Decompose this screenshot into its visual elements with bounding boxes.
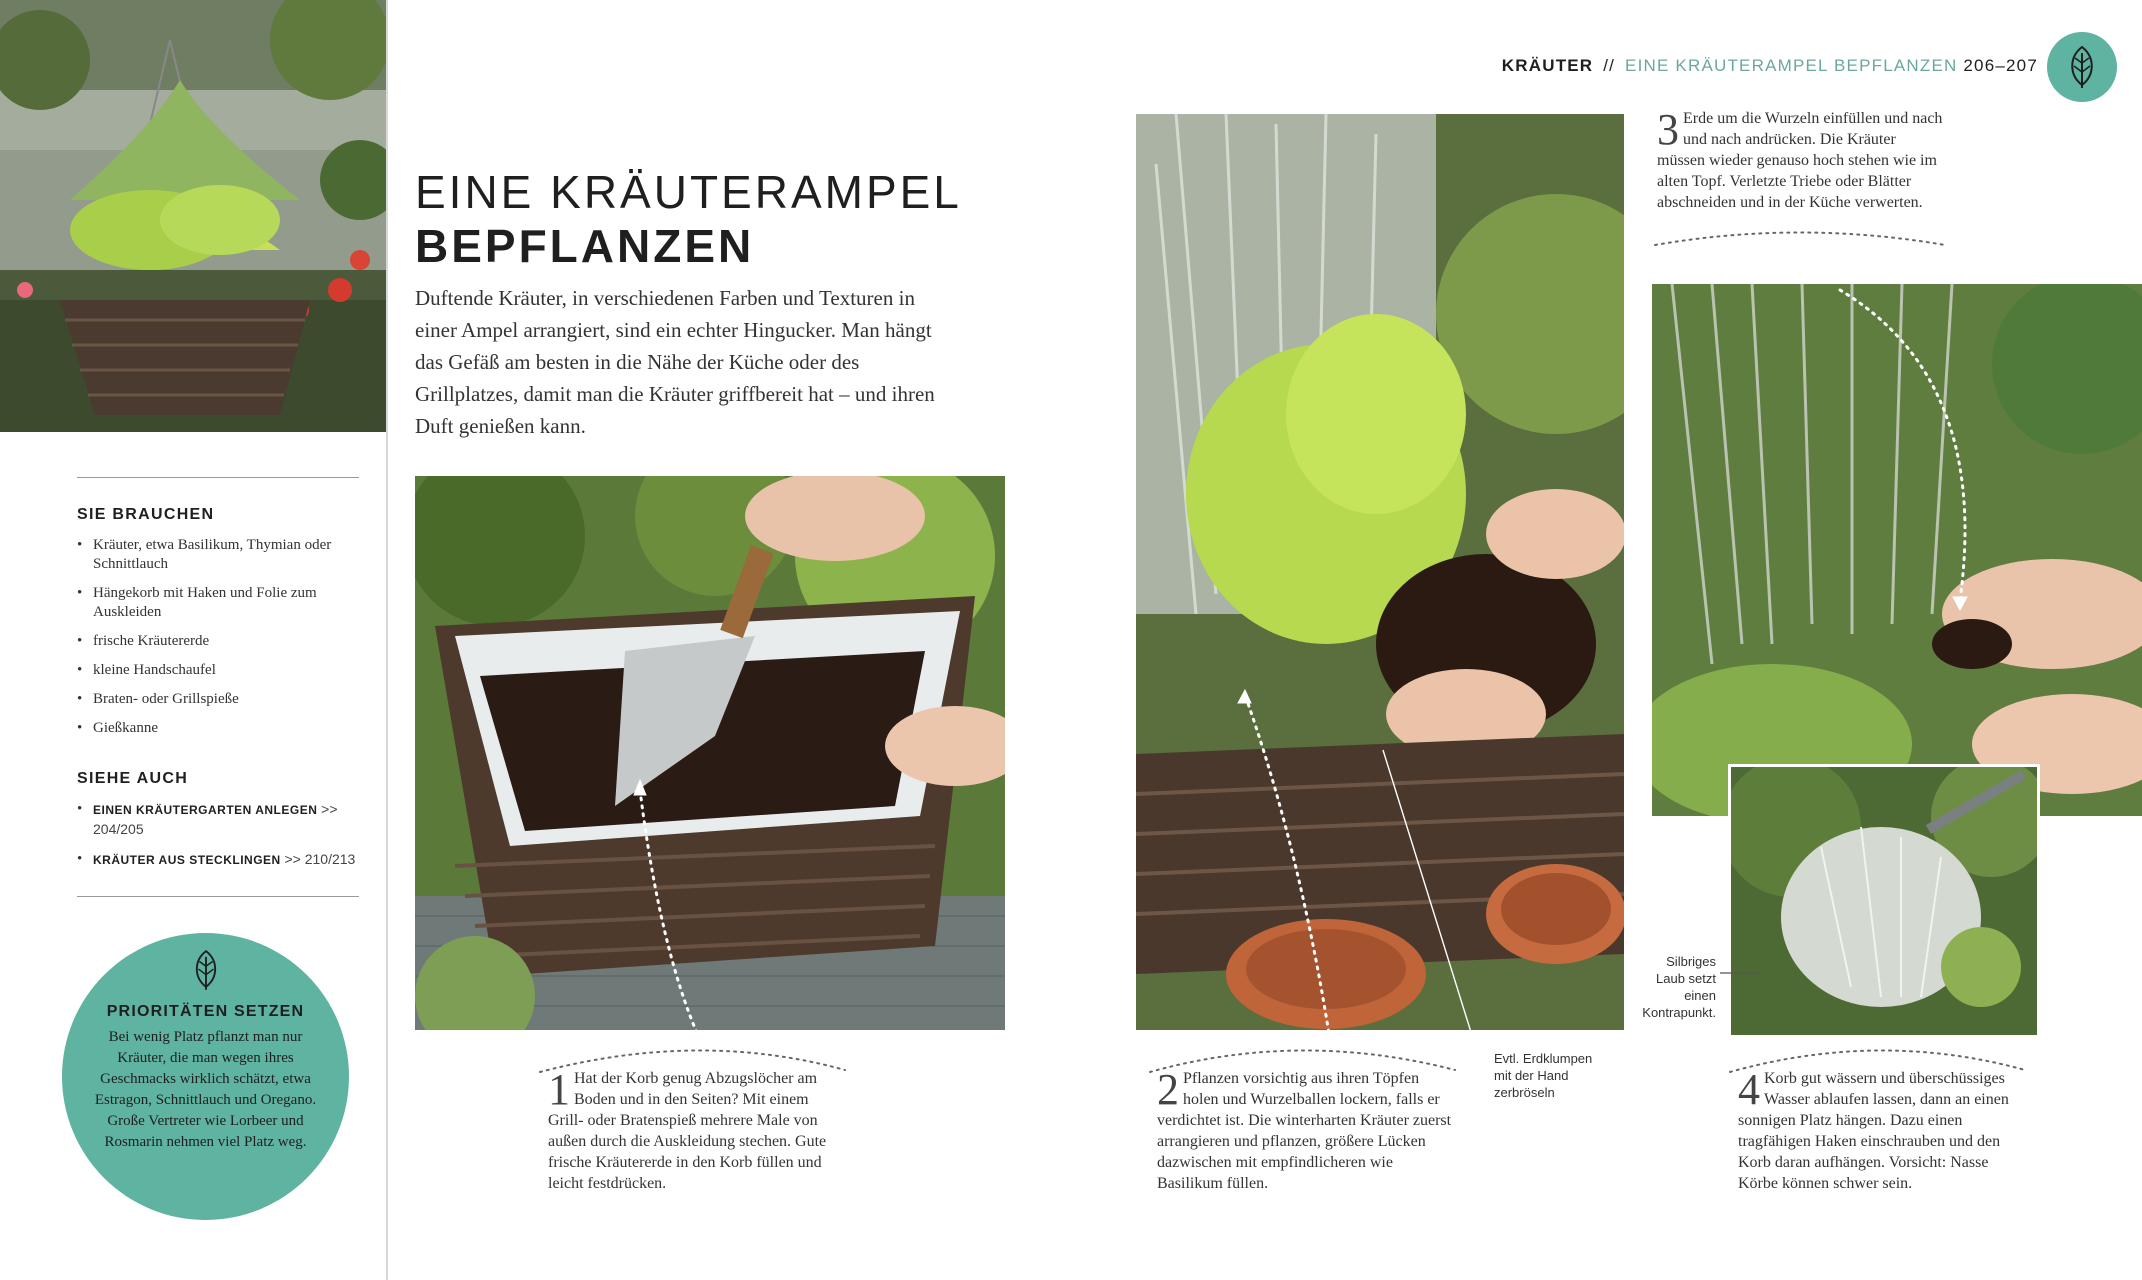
step-3-caption: [1657, 105, 1947, 213]
list-item: • Kräuter, etwa Basilikum, Thymian oder Schnittlauch: [77, 536, 367, 574]
header-separator: //: [1603, 56, 1616, 75]
list-item: • Hängekorb mit Haken und Folie zum Auskleiden: [77, 584, 367, 622]
step-text: Erde um die Wurzeln einfüllen und nach und nach andrücken. Die Kräuter müssen wieder genauso hoch stehen wie im alten Topf. Verletzte Triebe oder Blätter abschneiden und in der Küche verwerten.: [1657, 110, 1943, 211]
step-text: Korb gut wässern und überschüssiges Wasser ablaufen lassen, dann an einen sonnigen Platz hängen. Dazu einen tragfähigen Haken einschrauben und den Korb daran aufhängen. Vorsicht: Nasse Körbe können schwer sein.: [1738, 1070, 2009, 1192]
header-pages: 206–207: [1963, 56, 2038, 75]
clod-note: Evtl. Erdklumpen mit der Hand zerbröseln: [1494, 1051, 1593, 1100]
step-number: 1: [548, 1065, 570, 1114]
priority-text: Bei wenig Platz pflanzt man nur Kräuter, die man wegen ihres Geschmacks wirklich schätzt, etwa Estragon, Schnittlauch und Oregano. Große Vertreter wie Lorbeer und Rosmarin nehmen viel Platz weg.: [94, 1029, 317, 1150]
list-item: • Braten- oder Grillspieße: [77, 690, 367, 709]
step-number: 3: [1657, 105, 1679, 154]
see-also-link[interactable]: EINEN KRÄUTERGARTEN ANLEGEN: [93, 803, 318, 817]
silver-leaf-note: Silbriges Laub setzt einen Kontrapunkt.: [1642, 954, 1716, 1020]
see-also-pages: >> 204/205: [93, 801, 338, 837]
page-title-line1: EINE KRÄUTERAMPEL: [415, 166, 962, 218]
step-1-caption: [548, 1065, 838, 1194]
header-title: EINE KRÄUTERAMPEL BEPFLANZEN: [1625, 56, 1958, 75]
step-2-caption: [1157, 1065, 1457, 1194]
see-also-link[interactable]: KRÄUTER AUS STECKLINGEN: [93, 853, 281, 867]
page-title-line2: BEPFLANZEN: [415, 220, 755, 272]
step-number: 2: [1157, 1065, 1179, 1114]
step-number: 4: [1738, 1065, 1760, 1114]
header-section: KRÄUTER: [1501, 56, 1594, 75]
list-item: • kleine Handschaufel: [77, 661, 367, 680]
step-text: Pflanzen vorsichtig aus ihren Töpfen holen und Wurzelballen lockern, falls er verdichtet ist. Die winterharten Kräuter zuerst arrangieren und pflanzen, größere Lücken dazwischen mit empfindlicheren wie Basilikum füllen.: [1157, 1070, 1452, 1192]
priority-heading: PRIORITÄTEN SETZEN: [106, 1003, 305, 1020]
list-item: • Gießkanne: [77, 719, 367, 738]
step-4-caption: [1738, 1065, 2028, 1194]
you-need-heading: SIE BRAUCHEN: [77, 506, 215, 523]
step-text: Hat der Korb genug Abzugslöcher am Boden und in den Seiten? Mit einem Grill- oder Bratenspieß mehrere Male von außen durch die Auskleidung stechen. Gute frische Kräutererde in den Korb füllen und leicht festdrücken.: [548, 1070, 827, 1192]
intro-text: Duftende Kräuter, in verschiedenen Farben und Texturen in einer Ampel arrangiert, sind ein echter Hingucker. Man hängt das Gefäß am besten in die Nähe der Küche oder des Grillplatzes, damit man die Kräuter griffbereit hat – und ihren Duft genießen kann.: [415, 286, 935, 438]
list-item: • frische Kräutererde: [77, 632, 367, 651]
see-also-pages: >> 210/213: [284, 851, 356, 867]
see-also-heading: SIEHE AUCH: [77, 770, 189, 787]
